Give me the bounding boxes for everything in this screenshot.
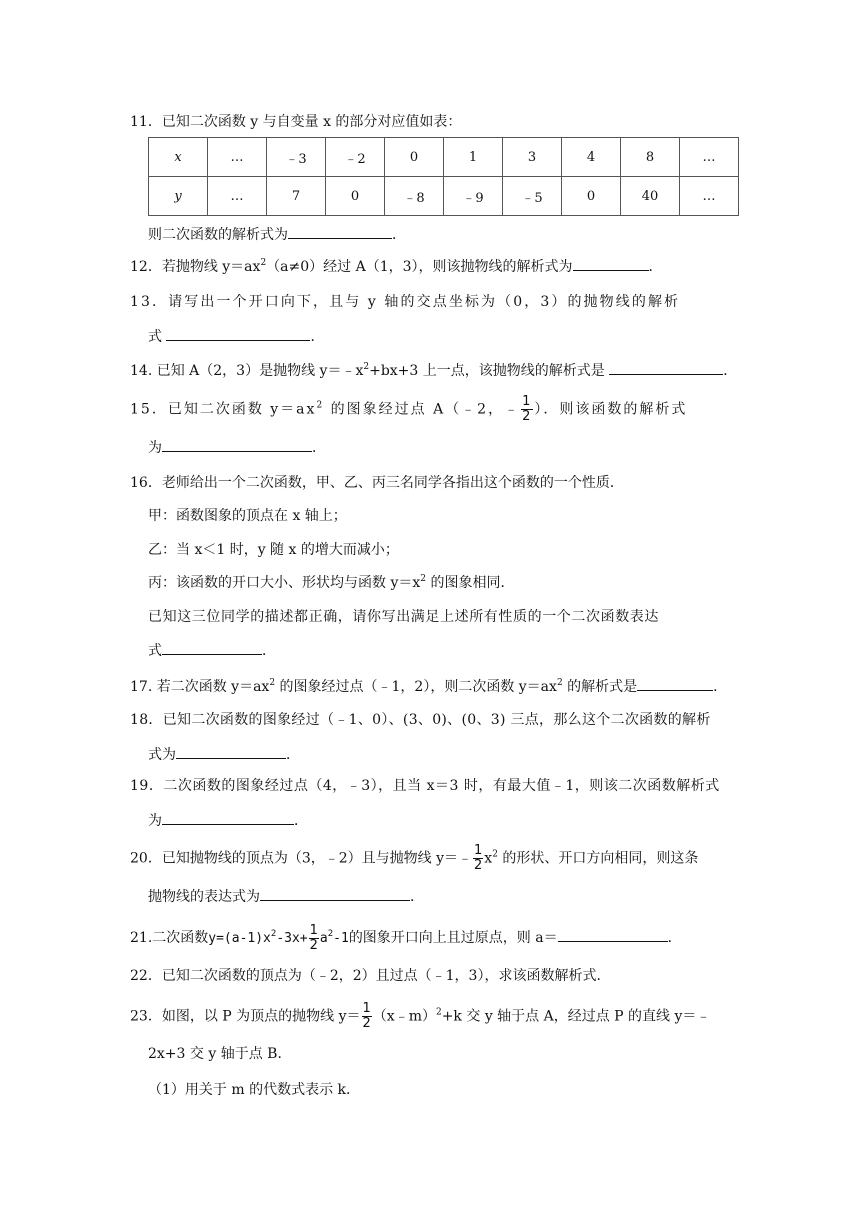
- q18-line2: [148, 744, 300, 765]
- question-text: 二次函数的图象经过点（4，﹣3），且当 x＝3 时，有最大值﹣1，则该二次函数解析式: [163, 778, 720, 794]
- question-number: 19．: [130, 778, 164, 794]
- question-text: 如图，以 P 为顶点的抛物线 y＝: [161, 1008, 361, 1025]
- question-text: 老师给出一个二次函数，甲、乙、丙三名同学各指出这个函数的一个性质．: [161, 475, 624, 491]
- table-cell: x: [149, 138, 208, 177]
- q16-jia: [148, 506, 347, 526]
- q23-line1: [130, 1002, 710, 1031]
- question-text: 的图象开口向上且过原点，则 a＝: [348, 930, 558, 946]
- table-cell: 3: [503, 138, 562, 177]
- answer-blank[interactable]: [609, 360, 723, 375]
- fraction: [309, 924, 319, 953]
- question-text: 已知二次函数 y＝ax: [167, 401, 317, 418]
- table-cell: ﹣8: [385, 177, 444, 216]
- period: ．: [310, 329, 325, 345]
- q20-line1: [130, 844, 698, 873]
- exponent: 2: [316, 400, 325, 411]
- question-text: 的图象经过点（﹣1，2），则二次函数 y＝ax: [275, 679, 557, 695]
- question-text: 为: [148, 440, 162, 456]
- q20-line2: [148, 886, 424, 907]
- question-text: 请写出一个开口向下，且与 y 轴的交点坐标为（0，3）的抛物线的解析: [168, 294, 681, 310]
- question-text: ）．则该函数的解析式: [534, 401, 688, 418]
- question-text: 若抛物线 y＝ax: [161, 259, 261, 275]
- value-table: [148, 137, 739, 216]
- table-cell: 0: [385, 138, 444, 177]
- answer-blank[interactable]: [260, 886, 410, 901]
- period: ．: [648, 259, 663, 275]
- exponent: 2: [556, 678, 563, 688]
- q16-ask: [148, 607, 659, 627]
- question-number: 22．: [130, 968, 162, 984]
- question-text: +k 交 y 轴于点 A，经过点 P 的直线 y＝﹣: [441, 1008, 711, 1025]
- q14: [130, 360, 737, 381]
- period: ．: [667, 930, 682, 946]
- period: ．: [294, 813, 308, 829]
- q22: [130, 966, 610, 986]
- table-cell: 4: [562, 138, 621, 177]
- question-number: 15．: [130, 401, 168, 418]
- table-cell: y: [149, 177, 208, 216]
- fraction-denominator: 2: [522, 409, 533, 424]
- answer-blank[interactable]: [162, 810, 294, 825]
- exponent: 2: [435, 1007, 442, 1018]
- table-cell: 0: [326, 177, 385, 216]
- table-cell: ﹣5: [503, 177, 562, 216]
- question-text: 已知 A（2，3）是抛物线 y＝﹣x: [156, 363, 364, 379]
- question-text: 已知二次函数的顶点为（﹣2，2）且过点（﹣1，3），求该函数解析式．: [161, 968, 611, 984]
- answer-blank[interactable]: [637, 676, 713, 691]
- question-text: 则二次函数的解析式为: [148, 227, 288, 243]
- q16-yi: [148, 540, 399, 560]
- question-text: 抛物线的表达式为: [148, 889, 260, 905]
- answer-blank[interactable]: [166, 326, 310, 341]
- table-cell: ﹣3: [267, 138, 326, 177]
- formula-part: y=(a-1)x: [208, 931, 271, 946]
- fraction-numerator: 1: [522, 394, 533, 409]
- question-number: 20．: [130, 850, 162, 867]
- question-text: 式为: [148, 747, 176, 763]
- question-text: 已知这三位同学的描述都正确，请你写出满足上述所有性质的一个二次函数表达: [148, 609, 659, 625]
- question-text: +bx+3 上一点，该抛物线的解析式是: [369, 363, 605, 379]
- formula-part: a: [319, 931, 328, 946]
- question-text: （a≠0）经过 A（1，3），则该抛物线的解析式为: [266, 259, 573, 275]
- question-text: 已知抛物线的顶点为（3，﹣2）且与抛物线 y＝﹣: [161, 850, 473, 867]
- table-row-y: [149, 177, 739, 216]
- question-text: （x﹣m）: [372, 1008, 436, 1025]
- q19-line1: [130, 776, 720, 796]
- q17: [130, 676, 727, 697]
- question-text: 式: [148, 643, 162, 659]
- q15-line2: [148, 437, 326, 458]
- question-text: 已知二次函数 y 与自变量 x 的部分对应值如表：: [161, 114, 462, 130]
- formula-part: -3x+: [276, 931, 308, 946]
- q23-sub1: [148, 1080, 360, 1100]
- question-number: 14.: [130, 363, 153, 379]
- exponent: 2: [327, 929, 334, 939]
- fraction: [362, 1002, 372, 1031]
- period: ．: [723, 363, 738, 379]
- table-row-x: [149, 138, 739, 177]
- question-text: 若二次函数 y＝ax: [156, 679, 270, 695]
- question-text: 为: [148, 813, 162, 829]
- table-cell: 0: [562, 177, 621, 216]
- exponent: 2: [270, 929, 277, 939]
- answer-blank[interactable]: [558, 927, 668, 942]
- statement-yi: 乙：当 x＜1 时，y 随 x 的增大而减小；: [148, 542, 399, 558]
- table-cell: …: [680, 138, 739, 177]
- question-number: 17.: [130, 679, 153, 695]
- fraction-denominator: 2: [309, 938, 318, 953]
- fraction: [521, 395, 533, 424]
- table-cell: 8: [621, 138, 680, 177]
- question-number: 12．: [130, 259, 162, 275]
- q13-line2: [148, 326, 324, 347]
- fraction-numerator: 1: [362, 1001, 371, 1016]
- fraction-denominator: 2: [474, 858, 483, 873]
- question-text: 2x+3 交 y 轴于点 B．: [148, 1046, 292, 1062]
- answer-blank[interactable]: [162, 640, 262, 655]
- question-text: 的图象经过点 A（﹣2，﹣: [324, 401, 521, 418]
- fraction-denominator: 2: [362, 1016, 371, 1031]
- table-cell: …: [680, 177, 739, 216]
- exponent: 2: [492, 849, 498, 860]
- table-cell: ﹣9: [444, 177, 503, 216]
- table-cell: …: [208, 138, 267, 177]
- q23-line2: [148, 1044, 291, 1064]
- q11-stem: [130, 112, 461, 132]
- answer-blank[interactable]: [573, 256, 649, 271]
- question-text: x: [484, 850, 493, 867]
- fraction-numerator: 1: [309, 923, 318, 938]
- q12: [130, 256, 663, 277]
- period: ．: [312, 440, 326, 456]
- formula: [208, 923, 349, 953]
- q21: [130, 924, 682, 953]
- q16-stem: [130, 473, 624, 493]
- q18-line1: [130, 710, 711, 730]
- question-text: 的解析式是: [562, 679, 638, 695]
- exponent: 2: [363, 362, 370, 372]
- question-number: 18．: [130, 712, 163, 728]
- answer-blank[interactable]: [162, 437, 312, 452]
- statement-jia: 甲：函数图象的顶点在 x 轴上；: [148, 508, 347, 524]
- period: ．: [713, 679, 728, 695]
- fraction: [473, 844, 483, 873]
- period: ．: [410, 889, 424, 905]
- question-number: 13．: [130, 294, 169, 310]
- answer-blank[interactable]: [176, 744, 286, 759]
- table-cell: …: [208, 177, 267, 216]
- question-text: 的形状、开口方向相同，则这条: [497, 850, 699, 867]
- question-number: 16．: [130, 475, 162, 491]
- statement-bing: 丙：该函数的开口大小、形状均与函数 y＝x: [148, 575, 421, 591]
- period: ．: [286, 747, 300, 763]
- fraction-numerator: 1: [474, 843, 483, 858]
- question-number: 23．: [130, 1008, 162, 1025]
- question-text: 式: [148, 329, 162, 345]
- table-cell: 1: [444, 138, 503, 177]
- q13-line1: [130, 292, 680, 312]
- question-number: 21.: [130, 930, 153, 946]
- table-cell: ﹣2: [326, 138, 385, 177]
- answer-blank[interactable]: [288, 224, 392, 239]
- table-cell: 40: [621, 177, 680, 216]
- q16-bing: [148, 573, 514, 593]
- question-text: 已知二次函数的图象经过（﹣1、0）、(3、0)、(0、3) 三点，那么这个二次函数的解析: [162, 712, 711, 728]
- sub-question: （1）用关于 m 的代数式表示 k．: [148, 1082, 361, 1098]
- question-text: 二次函数: [152, 930, 209, 946]
- table-cell: 7: [267, 177, 326, 216]
- statement-bing: 的图象相同．: [426, 575, 515, 591]
- exponent: 2: [269, 678, 276, 688]
- q19-line2: [148, 810, 308, 831]
- exponent: 2: [260, 258, 267, 268]
- formula-part: -1: [333, 931, 349, 946]
- exponent: 2: [420, 574, 426, 584]
- q16-ask2: [148, 640, 276, 661]
- q11-tail: [148, 224, 406, 245]
- q15-line1: [130, 395, 687, 424]
- period: ．: [392, 227, 406, 243]
- question-number: 11．: [130, 114, 162, 130]
- period: ．: [262, 643, 276, 659]
